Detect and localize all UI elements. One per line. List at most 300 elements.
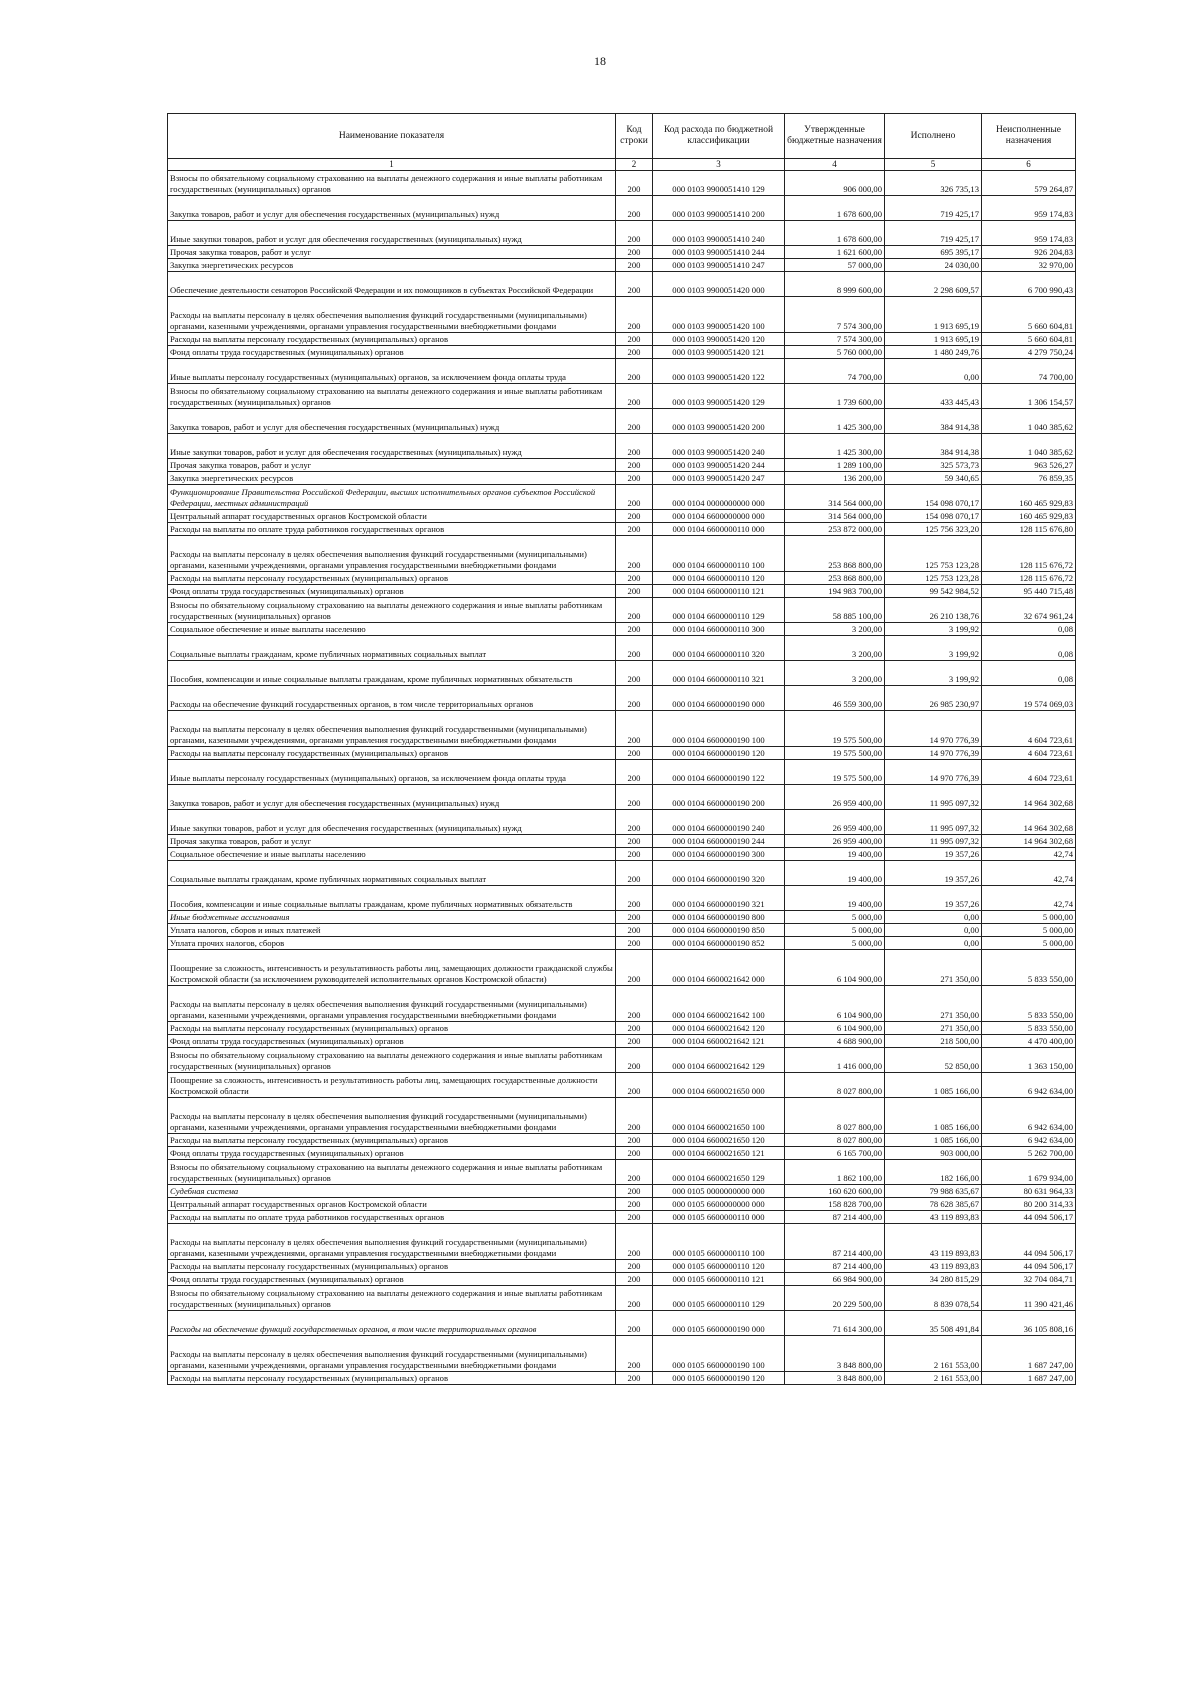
- table-row: [168, 1147, 1076, 1160]
- table-row: [168, 434, 1076, 459]
- table-row: [168, 485, 1076, 510]
- indicator-name-cell: Иные выплаты персоналу государственных (муниципальных) органов, за исключением фонда оплаты труда: [168, 359, 616, 384]
- executed-amount-cell: 19 357,26: [885, 861, 982, 886]
- table-row: [168, 1048, 1076, 1073]
- line-code-cell: 200: [616, 1273, 653, 1286]
- table-row: [168, 835, 1076, 848]
- unexecuted-amount-cell: 128 115 676,80: [982, 523, 1076, 536]
- budget-code-cell: 000 0103 9900051410 129: [653, 171, 785, 196]
- header-line-code: Код строки: [616, 114, 653, 159]
- indicator-name-cell: Прочая закупка товаров, работ и услуг: [168, 246, 616, 259]
- unexecuted-amount-cell: 4 604 723,61: [982, 760, 1076, 785]
- executed-amount-cell: 433 445,43: [885, 384, 982, 409]
- line-code-cell: 200: [616, 760, 653, 785]
- executed-amount-cell: 903 000,00: [885, 1147, 982, 1160]
- table-row: [168, 747, 1076, 760]
- line-code-cell: 200: [616, 711, 653, 747]
- budget-code-cell: 000 0103 9900051410 200: [653, 196, 785, 221]
- budget-code-cell: 000 0104 0000000000 000: [653, 485, 785, 510]
- indicator-name-cell: Прочая закупка товаров, работ и услуг: [168, 835, 616, 848]
- approved-amount-cell: 1 678 600,00: [785, 196, 885, 221]
- budget-code-cell: 000 0103 9900051410 240: [653, 221, 785, 246]
- approved-amount-cell: 3 200,00: [785, 636, 885, 661]
- indicator-name-cell: Закупка товаров, работ и услуг для обеспечения государственных (муниципальных) нужд: [168, 409, 616, 434]
- indicator-name-cell: Иные закупки товаров, работ и услуг для обеспечения государственных (муниципальных) нужд: [168, 810, 616, 835]
- column-number: 3: [653, 159, 785, 171]
- line-code-cell: 200: [616, 686, 653, 711]
- table-row: [168, 409, 1076, 434]
- table-row: [168, 359, 1076, 384]
- budget-code-cell: 000 0103 9900051420 247: [653, 472, 785, 485]
- budget-code-cell: 000 0104 6600021650 000: [653, 1073, 785, 1098]
- table-row: [168, 246, 1076, 259]
- table-row: [168, 1311, 1076, 1336]
- budget-code-cell: 000 0105 6600000110 120: [653, 1260, 785, 1273]
- executed-amount-cell: 1 913 695,19: [885, 333, 982, 346]
- line-code-cell: 200: [616, 835, 653, 848]
- line-code-cell: 200: [616, 1022, 653, 1035]
- budget-code-cell: 000 0104 6600021642 000: [653, 950, 785, 986]
- executed-amount-cell: 719 425,17: [885, 196, 982, 221]
- budget-code-cell: 000 0103 9900051420 240: [653, 434, 785, 459]
- table-row: [168, 937, 1076, 950]
- header-indicator-name: Наименование показателя: [168, 114, 616, 159]
- table-row: [168, 1035, 1076, 1048]
- unexecuted-amount-cell: 32 704 084,71: [982, 1273, 1076, 1286]
- budget-code-cell: 000 0104 6600000110 300: [653, 623, 785, 636]
- unexecuted-amount-cell: 95 440 715,48: [982, 585, 1076, 598]
- unexecuted-amount-cell: 6 942 634,00: [982, 1098, 1076, 1134]
- executed-amount-cell: 24 030,00: [885, 259, 982, 272]
- budget-code-cell: 000 0103 9900051420 121: [653, 346, 785, 359]
- line-code-cell: 200: [616, 848, 653, 861]
- unexecuted-amount-cell: 32 970,00: [982, 259, 1076, 272]
- budget-code-cell: 000 0103 9900051420 244: [653, 459, 785, 472]
- budget-code-cell: 000 0104 6600021650 129: [653, 1160, 785, 1185]
- approved-amount-cell: 8 027 800,00: [785, 1134, 885, 1147]
- executed-amount-cell: 271 350,00: [885, 986, 982, 1022]
- unexecuted-amount-cell: 5 833 550,00: [982, 950, 1076, 986]
- line-code-cell: 200: [616, 1260, 653, 1273]
- budget-code-cell: 000 0105 6600000110 129: [653, 1286, 785, 1311]
- line-code-cell: 200: [616, 810, 653, 835]
- approved-amount-cell: 1 425 300,00: [785, 434, 885, 459]
- executed-amount-cell: 43 119 893,83: [885, 1260, 982, 1273]
- table-row: [168, 861, 1076, 886]
- approved-amount-cell: 87 214 400,00: [785, 1211, 885, 1224]
- executed-amount-cell: 154 098 070,17: [885, 485, 982, 510]
- unexecuted-amount-cell: 5 833 550,00: [982, 1022, 1076, 1035]
- unexecuted-amount-cell: 5 000,00: [982, 924, 1076, 937]
- approved-amount-cell: 19 575 500,00: [785, 711, 885, 747]
- executed-amount-cell: 78 628 385,67: [885, 1198, 982, 1211]
- indicator-name-cell: Судебная система: [168, 1185, 616, 1198]
- unexecuted-amount-cell: 1 687 247,00: [982, 1372, 1076, 1385]
- executed-amount-cell: 3 199,92: [885, 636, 982, 661]
- approved-amount-cell: 19 575 500,00: [785, 747, 885, 760]
- approved-amount-cell: 3 200,00: [785, 661, 885, 686]
- indicator-name-cell: Расходы на выплаты персоналу государственных (муниципальных) органов: [168, 1260, 616, 1273]
- executed-amount-cell: 2 161 553,00: [885, 1336, 982, 1372]
- indicator-name-cell: Социальные выплаты гражданам, кроме публичных нормативных социальных выплат: [168, 861, 616, 886]
- table-row: [168, 1098, 1076, 1134]
- approved-amount-cell: 253 868 800,00: [785, 572, 885, 585]
- line-code-cell: 200: [616, 472, 653, 485]
- table-row: [168, 911, 1076, 924]
- line-code-cell: 200: [616, 661, 653, 686]
- approved-amount-cell: 8 027 800,00: [785, 1098, 885, 1134]
- indicator-name-cell: Расходы на выплаты персоналу государственных (муниципальных) органов: [168, 1134, 616, 1147]
- indicator-name-cell: Функционирование Правительства Российской Федерации, высших исполнительных органов субъектов Российской Федерации, местных администраций: [168, 485, 616, 510]
- table-row: [168, 636, 1076, 661]
- unexecuted-amount-cell: 1 363 150,00: [982, 1048, 1076, 1073]
- executed-amount-cell: 271 350,00: [885, 950, 982, 986]
- table-row: [168, 171, 1076, 196]
- indicator-name-cell: Взносы по обязательному социальному страхованию на выплаты денежного содержания и иные выплаты работникам государственных (муниципальных) органов: [168, 1286, 616, 1311]
- unexecuted-amount-cell: 36 105 808,16: [982, 1311, 1076, 1336]
- table-row: [168, 1286, 1076, 1311]
- approved-amount-cell: 19 400,00: [785, 861, 885, 886]
- unexecuted-amount-cell: 44 094 506,17: [982, 1260, 1076, 1273]
- approved-amount-cell: 87 214 400,00: [785, 1224, 885, 1260]
- table-row: [168, 1372, 1076, 1385]
- indicator-name-cell: Фонд оплаты труда государственных (муниципальных) органов: [168, 585, 616, 598]
- line-code-cell: 200: [616, 523, 653, 536]
- approved-amount-cell: 19 575 500,00: [785, 760, 885, 785]
- line-code-cell: 200: [616, 585, 653, 598]
- table-row: [168, 1022, 1076, 1035]
- table-row: [168, 1073, 1076, 1098]
- approved-amount-cell: 87 214 400,00: [785, 1260, 885, 1273]
- unexecuted-amount-cell: 4 279 750,24: [982, 346, 1076, 359]
- indicator-name-cell: Взносы по обязательному социальному страхованию на выплаты денежного содержания и иные выплаты работникам государственных (муниципальных) органов: [168, 171, 616, 196]
- line-code-cell: 200: [616, 747, 653, 760]
- header-budget-code: Код расхода по бюджетной классификации: [653, 114, 785, 159]
- executed-amount-cell: 14 970 776,39: [885, 747, 982, 760]
- indicator-name-cell: Центральный аппарат государственных органов Костромской области: [168, 1198, 616, 1211]
- approved-amount-cell: 66 984 900,00: [785, 1273, 885, 1286]
- table-row: [168, 472, 1076, 485]
- line-code-cell: 200: [616, 1160, 653, 1185]
- indicator-name-cell: Пособия, компенсации и иные социальные выплаты гражданам, кроме публичных нормативных обязательств: [168, 661, 616, 686]
- line-code-cell: 200: [616, 1286, 653, 1311]
- unexecuted-amount-cell: 44 094 506,17: [982, 1211, 1076, 1224]
- unexecuted-amount-cell: 1 687 247,00: [982, 1336, 1076, 1372]
- indicator-name-cell: Взносы по обязательному социальному страхованию на выплаты денежного содержания и иные выплаты работникам государственных (муниципальных) органов: [168, 1048, 616, 1073]
- line-code-cell: 200: [616, 1336, 653, 1372]
- unexecuted-amount-cell: 5 262 700,00: [982, 1147, 1076, 1160]
- executed-amount-cell: 19 357,26: [885, 848, 982, 861]
- line-code-cell: 200: [616, 886, 653, 911]
- budget-code-cell: 000 0104 6600021642 120: [653, 1022, 785, 1035]
- table-row: [168, 1224, 1076, 1260]
- approved-amount-cell: 71 614 300,00: [785, 1311, 885, 1336]
- unexecuted-amount-cell: 14 964 302,68: [982, 785, 1076, 810]
- table-row: [168, 572, 1076, 585]
- table-row: [168, 848, 1076, 861]
- line-code-cell: 200: [616, 911, 653, 924]
- indicator-name-cell: Закупка товаров, работ и услуг для обеспечения государственных (муниципальных) нужд: [168, 785, 616, 810]
- column-numbering-row: [168, 159, 1076, 171]
- unexecuted-amount-cell: 4 470 400,00: [982, 1035, 1076, 1048]
- table-row: [168, 1198, 1076, 1211]
- unexecuted-amount-cell: 11 390 421,46: [982, 1286, 1076, 1311]
- budget-code-cell: 000 0104 6600000190 321: [653, 886, 785, 911]
- line-code-cell: 200: [616, 986, 653, 1022]
- unexecuted-amount-cell: 1 040 385,62: [982, 434, 1076, 459]
- indicator-name-cell: Центральный аппарат государственных органов Костромской области: [168, 510, 616, 523]
- budget-code-cell: 000 0104 6600000190 200: [653, 785, 785, 810]
- budget-code-cell: 000 0104 6600000190 852: [653, 937, 785, 950]
- executed-amount-cell: 3 199,92: [885, 623, 982, 636]
- budget-code-cell: 000 0105 6600000110 000: [653, 1211, 785, 1224]
- indicator-name-cell: Поощрение за сложность, интенсивность и результативность работы лиц, замещающих государственные должности Костромской области: [168, 1073, 616, 1098]
- unexecuted-amount-cell: 160 465 929,83: [982, 510, 1076, 523]
- approved-amount-cell: 6 165 700,00: [785, 1147, 885, 1160]
- table-row: [168, 1273, 1076, 1286]
- approved-amount-cell: 158 828 700,00: [785, 1198, 885, 1211]
- unexecuted-amount-cell: 1 306 154,57: [982, 384, 1076, 409]
- column-number: 1: [168, 159, 616, 171]
- executed-amount-cell: 43 119 893,83: [885, 1224, 982, 1260]
- budget-code-cell: 000 0103 9900051410 247: [653, 259, 785, 272]
- table-row: [168, 272, 1076, 297]
- budget-code-cell: 000 0103 9900051420 200: [653, 409, 785, 434]
- line-code-cell: 200: [616, 1035, 653, 1048]
- budget-code-cell: 000 0104 6600000190 800: [653, 911, 785, 924]
- line-code-cell: 200: [616, 459, 653, 472]
- approved-amount-cell: 19 400,00: [785, 848, 885, 861]
- approved-amount-cell: 26 959 400,00: [785, 835, 885, 848]
- column-number: 4: [785, 159, 885, 171]
- indicator-name-cell: Фонд оплаты труда государственных (муниципальных) органов: [168, 346, 616, 359]
- budget-code-cell: 000 0104 6600000110 129: [653, 598, 785, 623]
- budget-code-cell: 000 0105 0000000000 000: [653, 1185, 785, 1198]
- executed-amount-cell: 218 500,00: [885, 1035, 982, 1048]
- table-row: [168, 1260, 1076, 1273]
- budget-code-cell: 000 0104 6600000110 320: [653, 636, 785, 661]
- line-code-cell: 200: [616, 485, 653, 510]
- indicator-name-cell: Фонд оплаты труда государственных (муниципальных) органов: [168, 1035, 616, 1048]
- indicator-name-cell: Иные бюджетные ассигнования: [168, 911, 616, 924]
- line-code-cell: 200: [616, 1372, 653, 1385]
- line-code-cell: 200: [616, 1147, 653, 1160]
- unexecuted-amount-cell: 128 115 676,72: [982, 572, 1076, 585]
- approved-amount-cell: 1 621 600,00: [785, 246, 885, 259]
- indicator-name-cell: Взносы по обязательному социальному страхованию на выплаты денежного содержания и иные выплаты работникам государственных (муниципальных) органов: [168, 384, 616, 409]
- approved-amount-cell: 58 885 100,00: [785, 598, 885, 623]
- unexecuted-amount-cell: 5 000,00: [982, 937, 1076, 950]
- executed-amount-cell: 14 970 776,39: [885, 760, 982, 785]
- executed-amount-cell: 719 425,17: [885, 221, 982, 246]
- indicator-name-cell: Расходы на выплаты персоналу в целях обеспечения выполнения функций государственными (муниципальными) органами, казенными учреждениями, органами управления государственными внебюджетными фондами: [168, 711, 616, 747]
- unexecuted-amount-cell: 0,08: [982, 636, 1076, 661]
- line-code-cell: 200: [616, 384, 653, 409]
- approved-amount-cell: 26 959 400,00: [785, 810, 885, 835]
- line-code-cell: 200: [616, 196, 653, 221]
- table-row: [168, 686, 1076, 711]
- indicator-name-cell: Иные выплаты персоналу государственных (муниципальных) органов, за исключением фонда оплаты труда: [168, 760, 616, 785]
- budget-execution-table: [167, 113, 1076, 1385]
- executed-amount-cell: 1 480 249,76: [885, 346, 982, 359]
- unexecuted-amount-cell: 160 465 929,83: [982, 485, 1076, 510]
- header-approved: Утвержденные бюджетные назначения: [785, 114, 885, 159]
- budget-code-cell: 000 0105 6600000190 000: [653, 1311, 785, 1336]
- indicator-name-cell: Поощрение за сложность, интенсивность и результативность работы лиц, замещающих должности гражданской службы Костромской области (за исключением руководителей исполнительных органов Костромской области): [168, 950, 616, 986]
- table-row: [168, 459, 1076, 472]
- executed-amount-cell: 384 914,38: [885, 409, 982, 434]
- budget-code-cell: 000 0103 9900051410 244: [653, 246, 785, 259]
- executed-amount-cell: 326 735,13: [885, 171, 982, 196]
- approved-amount-cell: 6 104 900,00: [785, 986, 885, 1022]
- table-row: [168, 950, 1076, 986]
- table-row: [168, 1185, 1076, 1198]
- line-code-cell: 200: [616, 924, 653, 937]
- unexecuted-amount-cell: 32 674 961,24: [982, 598, 1076, 623]
- unexecuted-amount-cell: 926 204,83: [982, 246, 1076, 259]
- approved-amount-cell: 5 000,00: [785, 911, 885, 924]
- executed-amount-cell: 14 970 776,39: [885, 711, 982, 747]
- table-header-row: [168, 114, 1076, 159]
- executed-amount-cell: 79 988 635,67: [885, 1185, 982, 1198]
- unexecuted-amount-cell: 5 660 604,81: [982, 333, 1076, 346]
- budget-code-cell: 000 0104 6600000190 120: [653, 747, 785, 760]
- approved-amount-cell: 1 425 300,00: [785, 409, 885, 434]
- executed-amount-cell: 0,00: [885, 911, 982, 924]
- budget-code-cell: 000 0104 6600000110 100: [653, 536, 785, 572]
- indicator-name-cell: Расходы на выплаты по оплате труда работников государственных органов: [168, 1211, 616, 1224]
- budget-code-cell: 000 0105 6600000000 000: [653, 1198, 785, 1211]
- unexecuted-amount-cell: 80 200 314,33: [982, 1198, 1076, 1211]
- budget-code-cell: 000 0104 6600000190 100: [653, 711, 785, 747]
- table-row: [168, 523, 1076, 536]
- line-code-cell: 200: [616, 536, 653, 572]
- table-row: [168, 986, 1076, 1022]
- executed-amount-cell: 26 985 230,97: [885, 686, 982, 711]
- approved-amount-cell: 7 574 300,00: [785, 297, 885, 333]
- executed-amount-cell: 11 995 097,32: [885, 835, 982, 848]
- approved-amount-cell: 906 000,00: [785, 171, 885, 196]
- indicator-name-cell: Закупка товаров, работ и услуг для обеспечения государственных (муниципальных) нужд: [168, 196, 616, 221]
- indicator-name-cell: Закупка энергетических ресурсов: [168, 259, 616, 272]
- indicator-name-cell: Фонд оплаты труда государственных (муниципальных) органов: [168, 1273, 616, 1286]
- indicator-name-cell: Социальное обеспечение и иные выплаты населению: [168, 623, 616, 636]
- budget-code-cell: 000 0104 6600000190 000: [653, 686, 785, 711]
- indicator-name-cell: Закупка энергетических ресурсов: [168, 472, 616, 485]
- line-code-cell: 200: [616, 1198, 653, 1211]
- line-code-cell: 200: [616, 1211, 653, 1224]
- line-code-cell: 200: [616, 359, 653, 384]
- approved-amount-cell: 74 700,00: [785, 359, 885, 384]
- executed-amount-cell: 271 350,00: [885, 1022, 982, 1035]
- line-code-cell: 200: [616, 636, 653, 661]
- indicator-name-cell: Расходы на выплаты персоналу в целях обеспечения выполнения функций государственными (муниципальными) органами, казенными учреждениями, органами управления государственными внебюджетными фондами: [168, 1098, 616, 1134]
- budget-code-cell: 000 0104 6600000190 850: [653, 924, 785, 937]
- approved-amount-cell: 1 739 600,00: [785, 384, 885, 409]
- unexecuted-amount-cell: 42,74: [982, 861, 1076, 886]
- executed-amount-cell: 125 753 123,28: [885, 572, 982, 585]
- unexecuted-amount-cell: 6 942 634,00: [982, 1073, 1076, 1098]
- indicator-name-cell: Уплата прочих налогов, сборов: [168, 937, 616, 950]
- approved-amount-cell: 7 574 300,00: [785, 333, 885, 346]
- column-number: 6: [982, 159, 1076, 171]
- executed-amount-cell: 99 542 984,52: [885, 585, 982, 598]
- executed-amount-cell: 3 199,92: [885, 661, 982, 686]
- line-code-cell: 200: [616, 1224, 653, 1260]
- table-row: [168, 221, 1076, 246]
- line-code-cell: 200: [616, 1073, 653, 1098]
- table-row: [168, 623, 1076, 636]
- table-body: [168, 159, 1076, 1385]
- unexecuted-amount-cell: 76 859,35: [982, 472, 1076, 485]
- executed-amount-cell: 154 098 070,17: [885, 510, 982, 523]
- table-row: [168, 510, 1076, 523]
- unexecuted-amount-cell: 80 631 964,33: [982, 1185, 1076, 1198]
- line-code-cell: 200: [616, 259, 653, 272]
- unexecuted-amount-cell: 963 526,27: [982, 459, 1076, 472]
- approved-amount-cell: 57 000,00: [785, 259, 885, 272]
- approved-amount-cell: 1 862 100,00: [785, 1160, 885, 1185]
- table-row: [168, 1336, 1076, 1372]
- executed-amount-cell: 59 340,65: [885, 472, 982, 485]
- indicator-name-cell: Расходы на выплаты персоналу в целях обеспечения выполнения функций государственными (муниципальными) органами, казенными учреждениями, органами управления государственными внебюджетными фондами: [168, 297, 616, 333]
- executed-amount-cell: 0,00: [885, 359, 982, 384]
- executed-amount-cell: 35 508 491,84: [885, 1311, 982, 1336]
- budget-code-cell: 000 0104 6600021642 100: [653, 986, 785, 1022]
- line-code-cell: 200: [616, 623, 653, 636]
- unexecuted-amount-cell: 1 679 934,00: [982, 1160, 1076, 1185]
- indicator-name-cell: Расходы на выплаты персоналу государственных (муниципальных) органов: [168, 1022, 616, 1035]
- line-code-cell: 200: [616, 1185, 653, 1198]
- line-code-cell: 200: [616, 221, 653, 246]
- indicator-name-cell: Обеспечение деятельности сенаторов Российской Федерации и их помощников в субъектах Российской Федерации: [168, 272, 616, 297]
- table-row: [168, 1134, 1076, 1147]
- executed-amount-cell: 2 161 553,00: [885, 1372, 982, 1385]
- line-code-cell: 200: [616, 409, 653, 434]
- budget-code-cell: 000 0104 6600000110 120: [653, 572, 785, 585]
- budget-code-cell: 000 0104 6600021642 129: [653, 1048, 785, 1073]
- budget-code-cell: 000 0104 6600000110 121: [653, 585, 785, 598]
- unexecuted-amount-cell: 6 700 990,43: [982, 272, 1076, 297]
- unexecuted-amount-cell: 42,74: [982, 886, 1076, 911]
- unexecuted-amount-cell: 128 115 676,72: [982, 536, 1076, 572]
- line-code-cell: 200: [616, 950, 653, 986]
- approved-amount-cell: 314 564 000,00: [785, 510, 885, 523]
- budget-code-cell: 000 0104 6600000190 122: [653, 760, 785, 785]
- budget-code-cell: 000 0104 6600021650 121: [653, 1147, 785, 1160]
- executed-amount-cell: 1 913 695,19: [885, 297, 982, 333]
- approved-amount-cell: 5 000,00: [785, 937, 885, 950]
- line-code-cell: 200: [616, 1098, 653, 1134]
- table-row: [168, 661, 1076, 686]
- line-code-cell: 200: [616, 598, 653, 623]
- approved-amount-cell: 8 999 600,00: [785, 272, 885, 297]
- unexecuted-amount-cell: 5 660 604,81: [982, 297, 1076, 333]
- indicator-name-cell: Расходы на выплаты персоналу в целях обеспечения выполнения функций государственными (муниципальными) органами, казенными учреждениями, органами управления государственными внебюджетными фондами: [168, 1224, 616, 1260]
- approved-amount-cell: 1 289 100,00: [785, 459, 885, 472]
- executed-amount-cell: 11 995 097,32: [885, 785, 982, 810]
- indicator-name-cell: Пособия, компенсации и иные социальные выплаты гражданам, кроме публичных нормативных обязательств: [168, 886, 616, 911]
- table-row: [168, 598, 1076, 623]
- approved-amount-cell: 46 559 300,00: [785, 686, 885, 711]
- line-code-cell: 200: [616, 346, 653, 359]
- executed-amount-cell: 182 166,00: [885, 1160, 982, 1185]
- unexecuted-amount-cell: 5 833 550,00: [982, 986, 1076, 1022]
- indicator-name-cell: Расходы на обеспечение функций государственных органов, в том числе территориальных органов: [168, 1311, 616, 1336]
- unexecuted-amount-cell: 959 174,83: [982, 221, 1076, 246]
- approved-amount-cell: 253 872 000,00: [785, 523, 885, 536]
- indicator-name-cell: Расходы на выплаты персоналу государственных (муниципальных) органов: [168, 572, 616, 585]
